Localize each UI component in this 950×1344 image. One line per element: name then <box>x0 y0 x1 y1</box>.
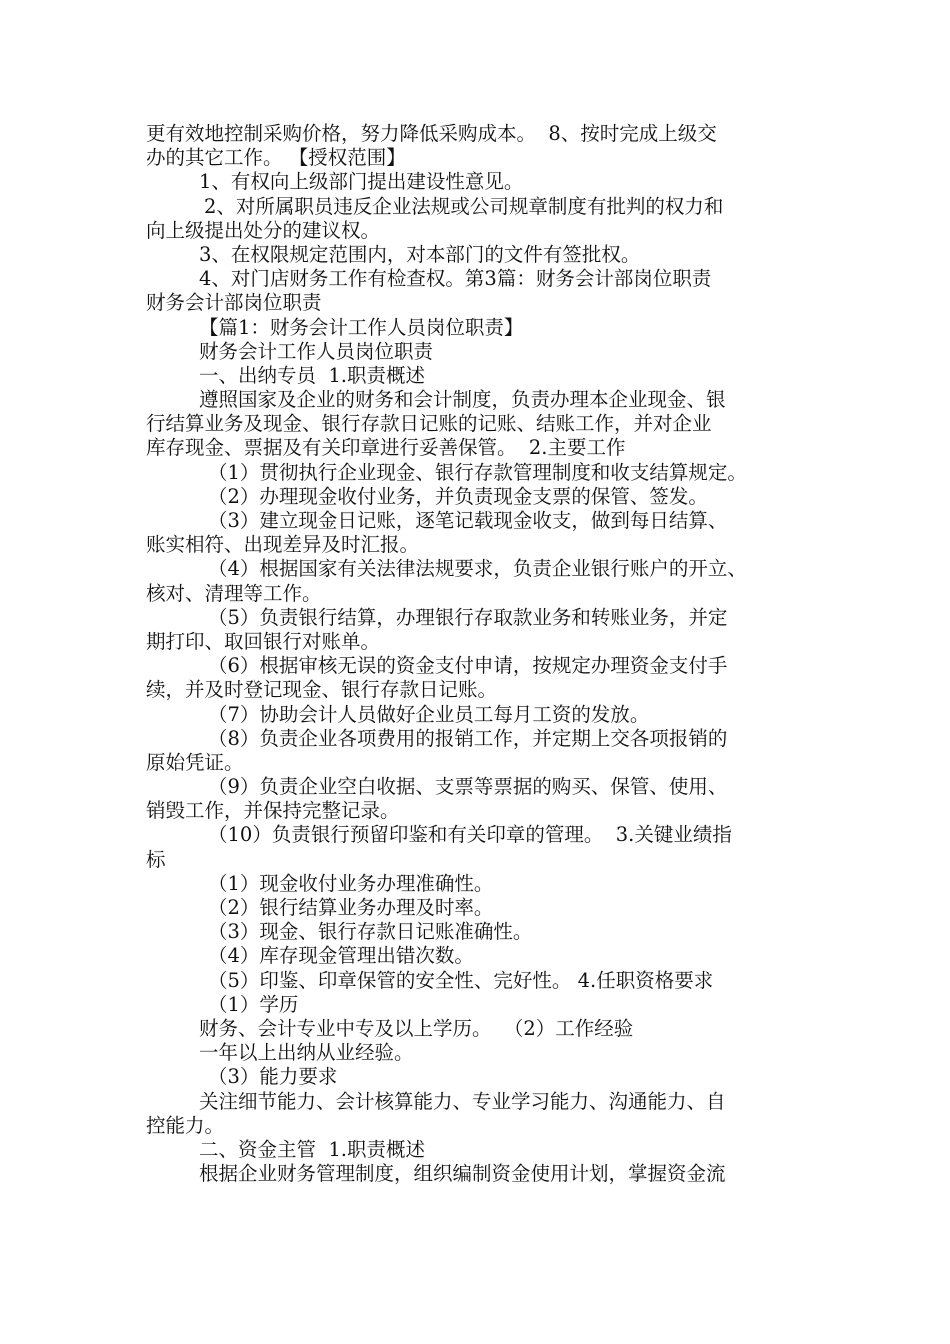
text-line: （4）库存现金管理出错次数。 <box>208 944 474 968</box>
text-line: 行结算业务及现金、银行存款日记账的记账、结账工作，并对企业 <box>146 412 712 436</box>
text-line: 根据企业财务管理制度，组织编制资金使用计划，掌握资金流 <box>199 1162 726 1186</box>
text-line: （1）贯彻执行企业现金、银行存款管理制度和收支结算规定。 <box>208 460 747 484</box>
text-line: 续，并及时登记现金、银行存款日记账。 <box>146 678 498 702</box>
text-line: （3）现金、银行存款日记账准确性。 <box>208 920 533 944</box>
text-line: 1、有权向上级部门提出建设性意见。 <box>199 170 524 194</box>
text-line: 关注细节能力、会计核算能力、专业学习能力、沟通能力、自 <box>199 1089 726 1113</box>
text-line: 账实相符、出现差异及时汇报。 <box>146 533 420 557</box>
text-line: 【篇1：财务会计工作人员岗位职责】 <box>199 315 524 339</box>
text-line: 一年以上出纳从业经验。 <box>199 1041 414 1065</box>
text-line: （6）根据审核无误的资金支付申请，按规定办理资金支付手 <box>208 654 728 678</box>
text-line: 核对、清理等工作。 <box>146 581 322 605</box>
text-line: （1）学历 <box>208 992 299 1016</box>
text-line: 2、对所属职员违反企业法规或公司规章制度有批判的权力和 <box>204 194 724 218</box>
text-line: （5）印鉴、印章保管的安全性、完好性。 4.任职资格要求 <box>208 968 714 992</box>
text-line: 向上级提出处分的建议权。 <box>146 218 381 242</box>
text-line: 4、对门店财务工作有检查权。第3篇：财务会计部岗位职责 <box>199 267 712 291</box>
text-line: 一、出纳专员 1.职责概述 <box>199 363 426 387</box>
text-line: 3、在权限规定范围内，对本部门的文件有签批权。 <box>199 242 641 266</box>
text-line: 库存现金、票据及有关印章进行妥善保管。 2.主要工作 <box>146 436 626 460</box>
text-line: 办的其它工作。 【授权范围】 <box>146 146 406 170</box>
text-line: （7）协助会计人员做好企业员工每月工资的发放。 <box>208 702 650 726</box>
text-line: （8）负责企业各项费用的报销工作，并定期上交各项报销的 <box>208 726 728 750</box>
text-line: （2）银行结算业务办理及时率。 <box>208 896 494 919</box>
text-line: 原始凭证。 <box>146 750 244 774</box>
text-line: 销毁工作，并保持完整记录。 <box>146 799 400 823</box>
text-line: 遵照国家及企业的财务和会计制度，负责办理本企业现金、银 <box>199 388 726 412</box>
text-line: 财务、会计专业中专及以上学历。 （2）工作经验 <box>199 1016 634 1040</box>
text-line: 二、资金主管 1.职责概述 <box>199 1137 426 1161</box>
text-line: （5）负责银行结算，办理银行存取款业务和转账业务，并定 <box>208 605 728 629</box>
text-line: （10）负责银行预留印鉴和有关印章的管理。 3.关键业绩指 <box>208 823 732 847</box>
text-line: 财务会计工作人员岗位职责 <box>199 339 434 363</box>
text-line: （2）办理现金收付业务，并负责现金支票的保管、签发。 <box>208 484 708 508</box>
text-line: （1）现金收付业务办理准确性。 <box>208 871 494 895</box>
text-line: （9）负责企业空白收据、支票等票据的购买、保管、使用、 <box>208 775 728 799</box>
text-line: （3）建立现金日记账，逐笔记载现金收支，做到每日结算、 <box>208 509 728 532</box>
document-page <box>146 122 812 1186</box>
text-line: 控能力。 <box>146 1113 225 1137</box>
text-line: 财务会计部岗位职责 <box>146 291 322 315</box>
text-line: （4）根据国家有关法律法规要求，负责企业银行账户的开立、 <box>208 557 747 581</box>
text-line: （3）能力要求 <box>208 1065 338 1089</box>
text-line: 更有效地控制采购价格，努力降低采购成本。 8、按时完成上级交 <box>146 122 717 145</box>
text-line: 期打印、取回银行对账单。 <box>146 629 381 653</box>
text-line: 标 <box>146 847 166 871</box>
